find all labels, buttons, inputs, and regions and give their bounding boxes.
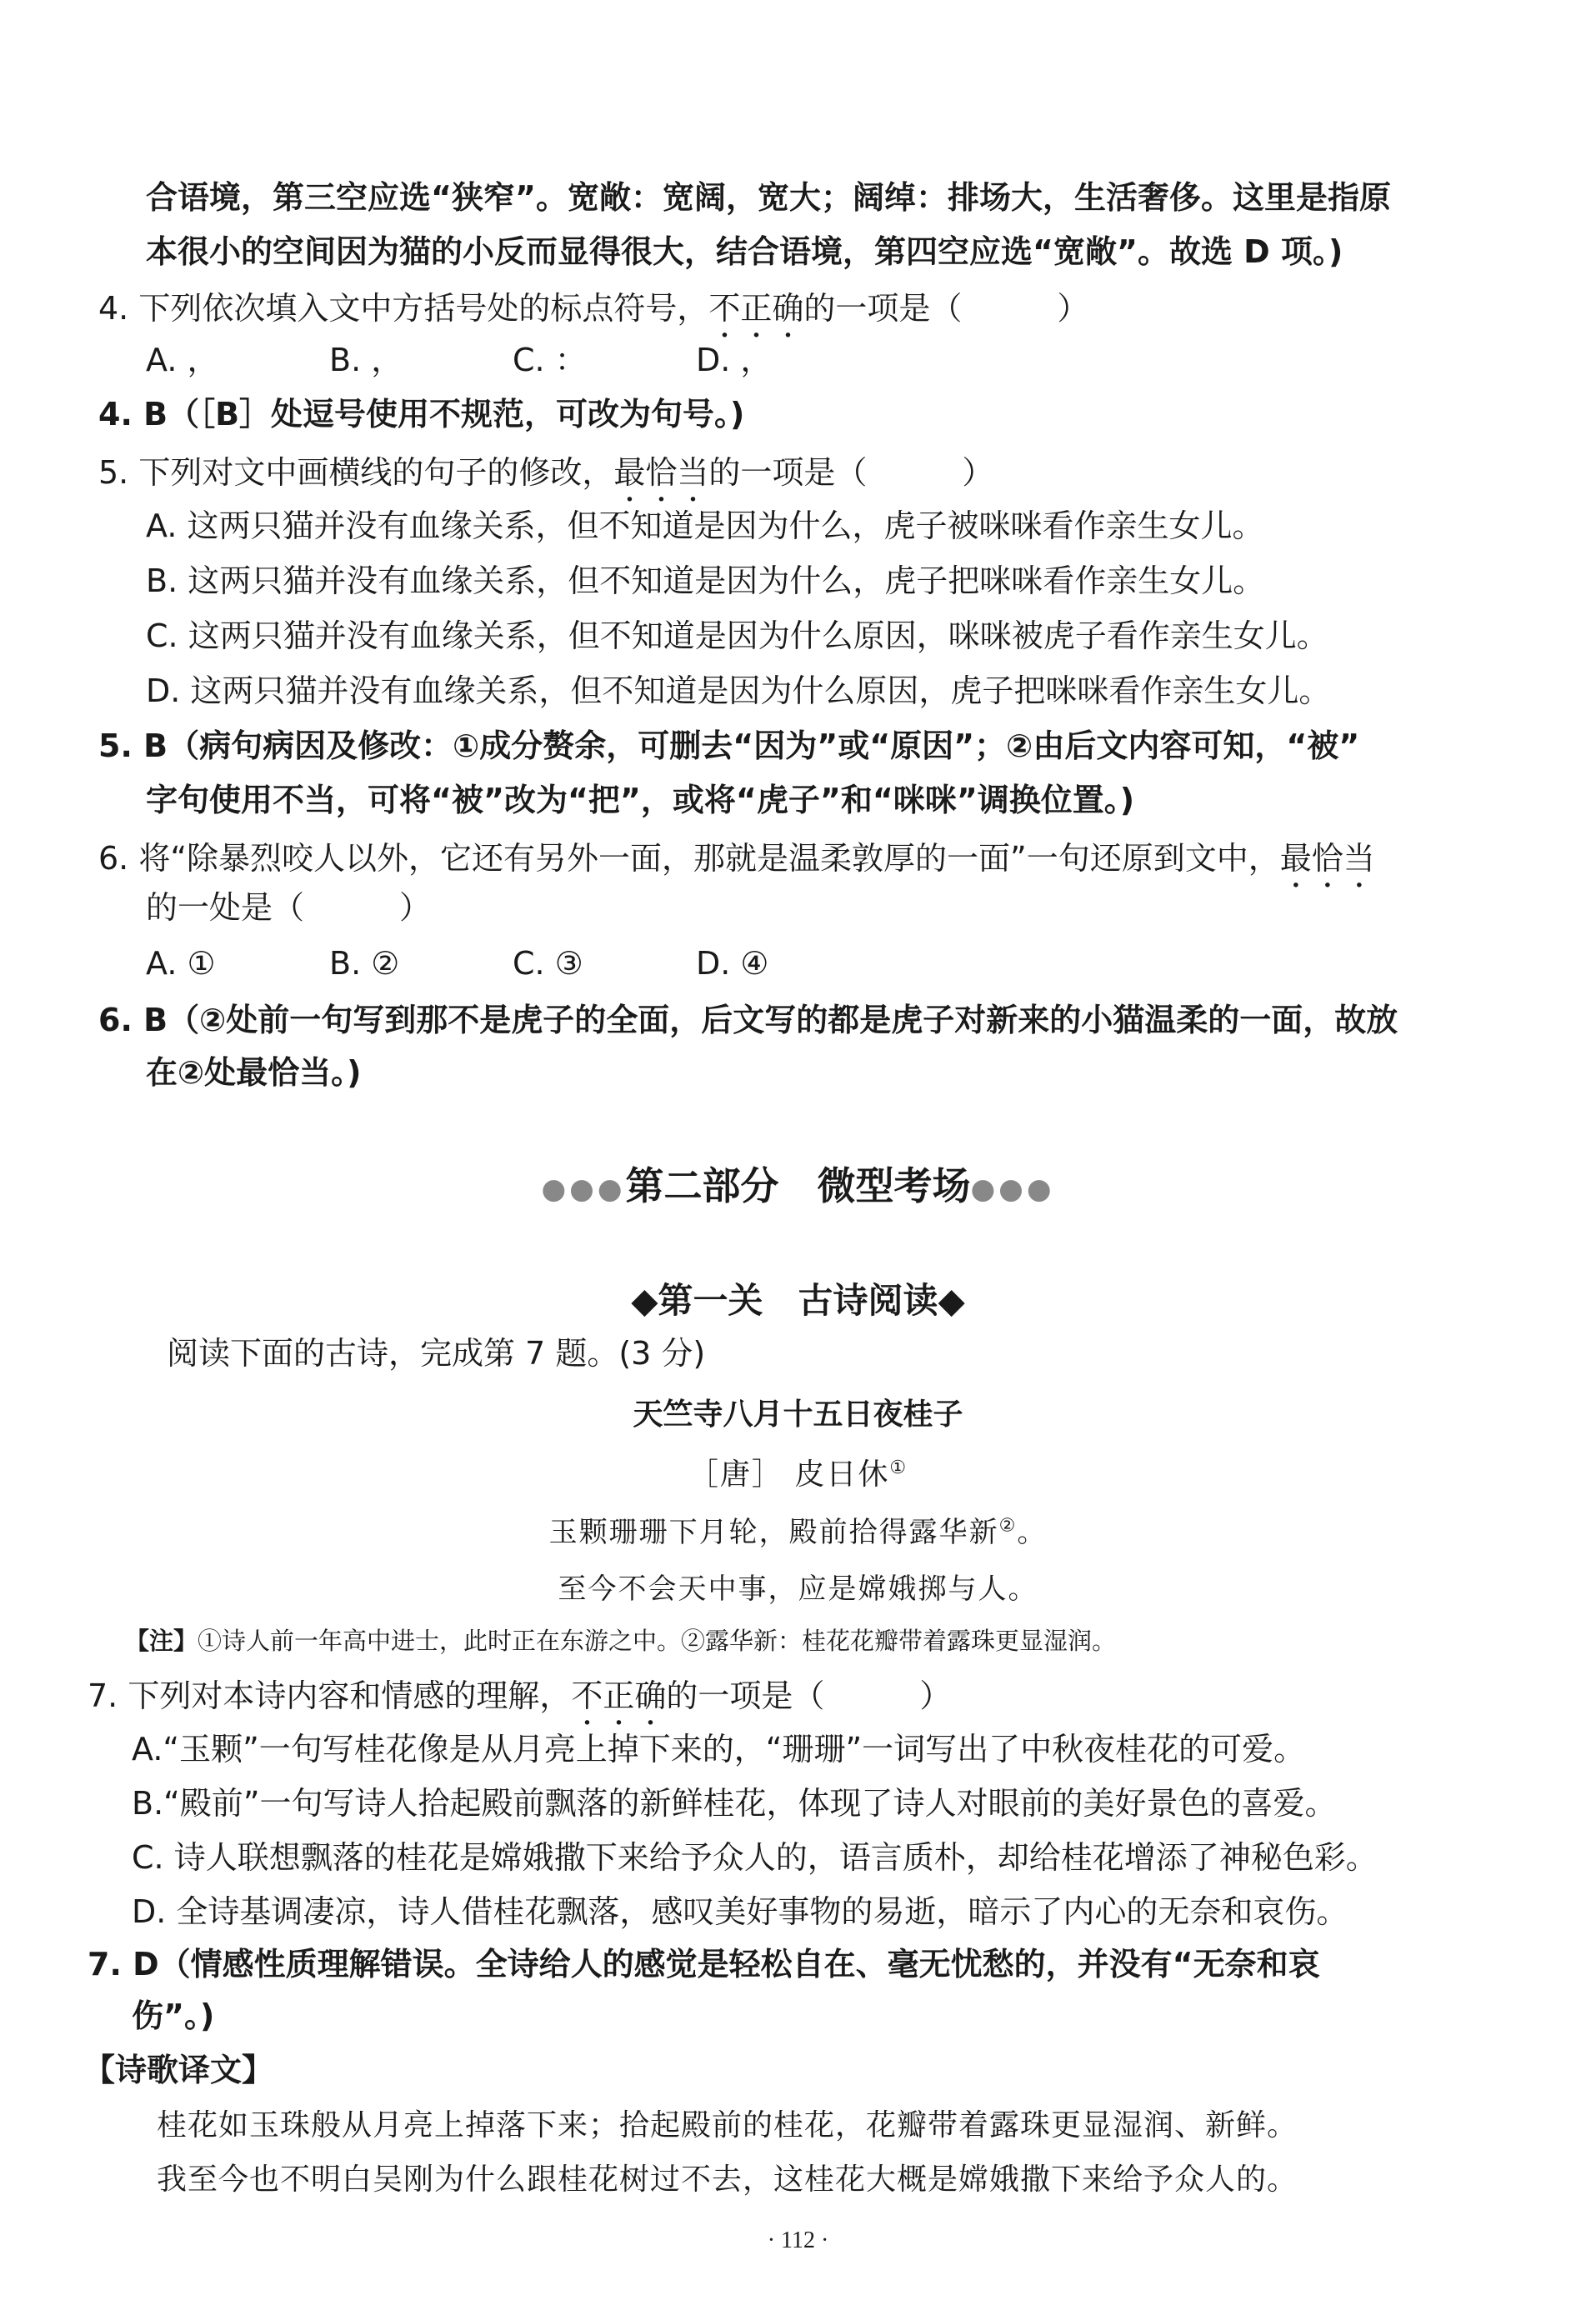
poem-line-2: 至今不会天中事，应是嫦娥掷与人。: [558, 1572, 1038, 1606]
question-6-stem-line-2: 的一处是（ ）: [146, 889, 432, 926]
question-5-answer-line-2: 字句使用不当，可将“被”改为“把”，或将“虎子”和“咪咪”调换位置。): [146, 782, 1135, 818]
q6-option-c: C. ③: [513, 945, 583, 982]
question-6-answer-line-2: 在②处最恰当。): [146, 1054, 362, 1091]
note-label: 【注】: [125, 1627, 198, 1655]
q7-option-d: D. 全诗基调凄凉，诗人借桂花飘落，感叹美好事物的易逝，暗示了内心的无奈和哀伤。: [132, 1893, 1348, 1930]
q6-option-a: A. ①: [146, 945, 216, 982]
q5-option-c: C. 这两只猫并没有血缘关系，但不知道是因为什么原因，咪咪被虎子看作亲生女儿。: [146, 618, 1328, 654]
poem-title: 天竺寺八月十五日夜桂子: [633, 1398, 963, 1432]
question-7-answer-line-1: 7. D（情感性质理解错误。全诗给人的感觉是轻松自在、毫无忧愁的，并没有“无奈和哀: [88, 1946, 1320, 1982]
reading-instruction: 阅读下面的古诗，完成第 7 题。(3 分): [167, 1335, 706, 1372]
question-6-stem-line-1: 6. 将“除暴烈咬人以外，它还有另外一面，那就是温柔敦厚的一面”一句还原到文中，最恰当: [98, 840, 1375, 877]
q5-option-d: D. 这两只猫并没有血缘关系，但不知道是因为什么原因，虎子把咪咪看作亲生女儿。: [146, 672, 1331, 709]
q5-option-a: A. 这两只猫并没有血缘关系，但不知道是因为什么，虎子被咪咪看作亲生女儿。: [146, 508, 1264, 544]
translation-line-1: 桂花如玉珠般从月亮上掉落下来；拾起殿前的桂花，花瓣带着露珠更显湿润、新鲜。: [157, 2108, 1298, 2142]
poem-author: ［唐］ 皮日休①: [688, 1458, 908, 1492]
question-7-answer-line-2: 伤”。): [132, 1998, 215, 2034]
emphasis-most-appropriate: 最恰当: [613, 454, 709, 491]
q7-option-c: C. 诗人联想飘落的桂花是嫦娥撒下来给予众人的，语言质朴，却给桂花增添了神秘色彩。: [132, 1839, 1378, 1876]
q7-option-b: B.“殿前”一句写诗人拾起殿前飘落的新鲜桂花，体现了诗人对眼前的美好景色的喜爱。: [132, 1785, 1337, 1822]
emphasis-most-appropriate: 最恰当: [1279, 840, 1375, 877]
poem-note: 【注】①诗人前一年高中进士，此时正在东游之中。②露华新：桂花花瓣带着露珠更显湿润。: [125, 1627, 1117, 1655]
question-4-stem: 4. 下列依次填入文中方括号处的标点符号，不正确的一项是（ ）: [98, 290, 1089, 327]
question-6-answer-line-1: 6. B（②处前一句写到那不是虎子的全面，后文写的都是虎子对新来的小猫温柔的一面，故放: [98, 1002, 1398, 1038]
q4-option-a: A. ，: [146, 342, 219, 378]
q4-option-c: C. ：: [513, 342, 587, 378]
question-4-answer: 4. B（［B］处逗号使用不规范，可改为句号。): [98, 396, 745, 432]
emphasis-not-correct: 不正确: [571, 1678, 667, 1714]
q4-option-d: D. ，: [696, 342, 773, 378]
decorative-dots-right: ●●●: [970, 1172, 1055, 1206]
poem-line-1: 玉颗珊珊下月轮，殿前拾得露华新②。: [548, 1515, 1048, 1549]
gate-title: ◆第一关 古诗阅读◆: [631, 1280, 965, 1321]
footnote-mark-1: ①: [889, 1458, 908, 1478]
footnote-mark-2: ②: [998, 1515, 1018, 1537]
question-7-stem: 7. 下列对本诗内容和情感的理解，不正确的一项是（ ）: [88, 1678, 952, 1714]
q7-option-a: A.“玉颗”一句写桂花像是从月亮上掉下来的，“珊珊”一词写出了中秋夜桂花的可爱。: [132, 1731, 1306, 1768]
answer-continuation-line-1: 合语境，第三空应选“狭窄”。宽敞：宽阔，宽大；阔绰：排场大，生活奢侈。这里是指原: [146, 179, 1391, 216]
translation-line-2: 我至今也不明白吴刚为什么跟桂花树过不去，这桂花大概是嫦娥撒下来给予众人的。: [157, 2162, 1298, 2197]
decorative-dots-left: ●●●: [541, 1172, 626, 1206]
section-heading: [0, 1163, 1596, 1208]
q4-option-b: B. ，: [329, 342, 403, 378]
q6-option-b: B. ②: [329, 945, 400, 982]
emphasis-not-correct: 不正确: [708, 290, 804, 327]
question-5-stem: 5. 下列对文中画横线的句子的修改，最恰当的一项是（ ）: [98, 454, 994, 491]
answer-continuation-line-2: 本很小的空间因为猫的小反而显得很大，结合语境，第四空应选“宽敞”。故选 D 项。): [146, 233, 1343, 270]
q6-option-d: D. ④: [696, 945, 769, 982]
question-5-answer-line-1: 5. B（病句病因及修改：①成分赘余，可删去“因为”或“原因”；②由后文内容可知，“被”: [98, 728, 1360, 764]
translation-label: 【诗歌译文】: [83, 2052, 274, 2088]
q5-option-b: B. 这两只猫并没有血缘关系，但不知道是因为什么，虎子把咪咪看作亲生女儿。: [146, 562, 1265, 599]
section-title: 第二部分 微型考场: [625, 1163, 971, 1208]
page-number: · 112 ·: [767, 2228, 829, 2253]
